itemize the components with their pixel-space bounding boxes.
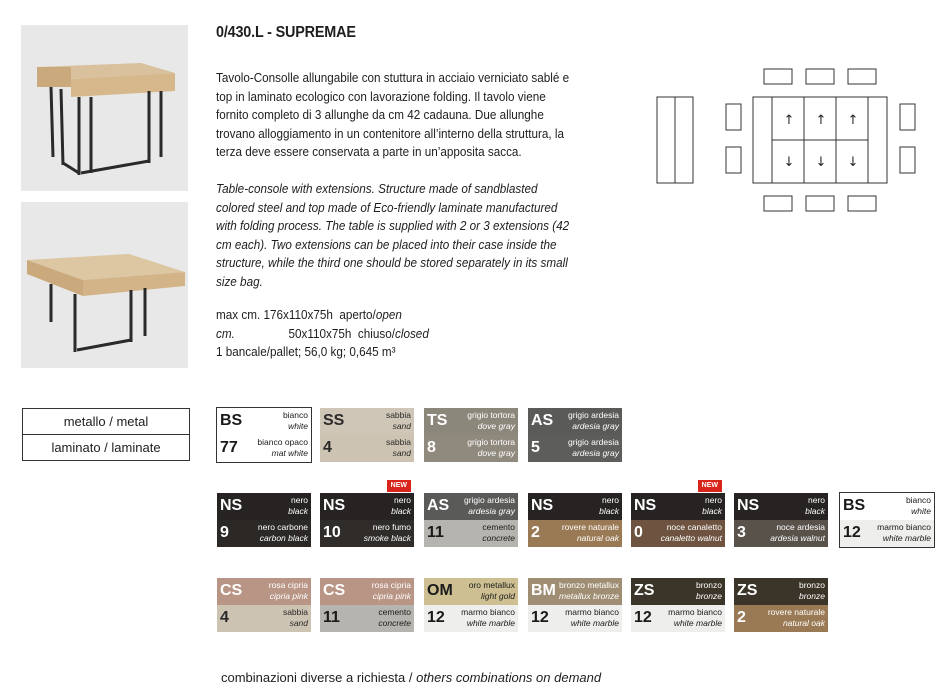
finish-code: OM xyxy=(427,582,453,599)
new-badge: NEW xyxy=(698,480,722,492)
arrow-up-icon: ↑ xyxy=(847,113,859,128)
legend-laminate: laminato / laminate xyxy=(51,440,161,455)
finish-swatch[interactable] xyxy=(840,493,934,547)
material-legend xyxy=(22,408,190,461)
finish-name: noce canaletto canaletto walnut xyxy=(660,522,722,543)
laminate-finish xyxy=(734,605,828,632)
finish-code: 4 xyxy=(323,439,332,456)
chair-icon xyxy=(764,69,792,84)
metal-finish xyxy=(631,493,725,521)
chair-icon xyxy=(806,196,834,211)
laminate-finish xyxy=(840,520,934,547)
finish-swatch[interactable] xyxy=(528,578,622,632)
finish-name: noce ardesia ardesia walnut xyxy=(770,522,825,543)
finish-code: TS xyxy=(427,412,448,429)
finish-code: 8 xyxy=(427,439,436,456)
finish-code: 0 xyxy=(634,524,643,541)
finish-code: 11 xyxy=(323,609,340,626)
finish-code: CS xyxy=(220,582,243,599)
chair-icon xyxy=(900,147,915,173)
finish-swatch[interactable] xyxy=(217,578,311,632)
chair-icon xyxy=(848,196,876,211)
product-title: 0/430.L - SUPREMAE xyxy=(216,24,356,41)
finish-code: NS xyxy=(634,497,657,514)
finish-name: cemento concrete xyxy=(482,522,515,543)
finish-name: rosa cipria cipria pink xyxy=(371,580,411,601)
arrow-up-icon: ↑ xyxy=(815,113,827,128)
arrow-down-icon: ↓ xyxy=(815,155,827,170)
chair-icon xyxy=(726,104,741,130)
finish-name: nero black xyxy=(391,495,411,516)
finish-name: rovere naturale natural oak xyxy=(561,522,619,543)
metal-finish xyxy=(424,578,518,606)
finish-name: nero black xyxy=(702,495,722,516)
laminate-finish xyxy=(424,605,518,632)
finish-name: bianco white xyxy=(282,410,308,431)
metal-finish xyxy=(320,578,414,606)
metal-finish xyxy=(217,493,311,521)
finish-name: nero carbone carbon black xyxy=(257,522,308,543)
dimensions-block xyxy=(216,306,429,362)
finish-code: 12 xyxy=(427,609,445,626)
metal-finish xyxy=(734,493,828,521)
finish-swatch[interactable] xyxy=(424,493,518,547)
extended-table-illustration xyxy=(21,202,188,368)
finish-name: marmo bianco white marble xyxy=(461,607,515,628)
finish-name: bronzo metallux metallux bronze xyxy=(558,580,619,601)
metal-finish xyxy=(424,408,518,436)
finish-code: 11 xyxy=(427,524,444,541)
finish-code: 10 xyxy=(323,524,341,541)
finish-name: bianco white xyxy=(905,495,931,516)
finish-code: ZS xyxy=(634,582,655,599)
finish-name: bronzo bronze xyxy=(799,580,825,601)
finish-code: BS xyxy=(843,497,866,514)
finish-swatch[interactable] xyxy=(528,408,622,462)
arrow-down-icon: ↓ xyxy=(783,155,795,170)
laminate-finish xyxy=(528,605,622,632)
finish-name: grigio ardesia ardesia gray xyxy=(463,495,515,516)
finish-code: 12 xyxy=(843,524,861,541)
finish-code: ZS xyxy=(737,582,758,599)
finish-code: 9 xyxy=(220,524,229,541)
finish-name: nero fumo smoke black xyxy=(363,522,411,543)
finish-code: CS xyxy=(323,582,346,599)
finish-swatch[interactable] xyxy=(320,482,414,547)
finish-swatch[interactable] xyxy=(320,578,414,632)
extension-diagram xyxy=(650,60,920,220)
laminate-finish xyxy=(631,520,725,547)
finish-name: sabbia sand xyxy=(385,410,411,431)
laminate-finish xyxy=(320,520,414,547)
finish-name: marmo bianco white marble xyxy=(877,522,931,543)
finish-code: 3 xyxy=(737,524,746,541)
description-english: Table-console with extensions. Structure made of sandblasted colored steel and top made of Eco-friendly laminate manufactured with folding process. The table is supplied with 2 or 3 extensions (42 cm each). Two extensions can be placed into their case inside the structure, while the third one should be stored separately in its small size bag. xyxy=(216,181,570,289)
arrow-up-icon: ↑ xyxy=(783,113,795,128)
finish-code: AS xyxy=(427,497,450,514)
footer-note: combinazioni diverse a richiesta / others combinations on demand xyxy=(221,670,602,685)
metal-finish xyxy=(217,408,311,436)
finish-swatch[interactable] xyxy=(424,408,518,462)
finish-name: rosa cipria cipria pink xyxy=(268,580,308,601)
finish-name: grigio ardesia ardesia gray xyxy=(567,437,619,458)
finish-code: 12 xyxy=(531,609,549,626)
laminate-finish xyxy=(217,520,311,547)
finish-swatch[interactable] xyxy=(424,578,518,632)
finish-code: 4 xyxy=(220,609,229,626)
chair-icon xyxy=(900,104,915,130)
laminate-finish xyxy=(528,520,622,547)
metal-finish xyxy=(528,578,622,606)
metal-finish xyxy=(217,578,311,606)
finish-name: rovere naturale natural oak xyxy=(767,607,825,628)
finish-code: 5 xyxy=(531,439,540,456)
finish-name: bronzo bronze xyxy=(696,580,722,601)
laminate-finish xyxy=(217,605,311,632)
metal-finish xyxy=(320,408,414,436)
finish-swatch[interactable] xyxy=(734,578,828,632)
finish-swatch[interactable] xyxy=(320,408,414,462)
laminate-finish xyxy=(424,520,518,547)
finish-name: nero black xyxy=(599,495,619,516)
finish-name: nero black xyxy=(805,495,825,516)
arrow-down-icon: ↓ xyxy=(847,155,859,170)
laminate-finish xyxy=(217,435,311,462)
finish-name: nero black xyxy=(288,495,308,516)
finish-name: sabbia sand xyxy=(282,607,308,628)
finish-name: cemento concrete xyxy=(378,607,411,628)
chair-icon xyxy=(806,69,834,84)
finish-code: BM xyxy=(531,582,556,599)
finish-code: SS xyxy=(323,412,345,429)
finish-name: sabbia sand xyxy=(385,437,411,458)
product-photo-closed xyxy=(21,25,188,191)
finish-name: oro metallux light gold xyxy=(468,580,515,601)
laminate-finish xyxy=(320,435,414,462)
new-badge: NEW xyxy=(387,480,411,492)
chair-icon xyxy=(726,147,741,173)
laminate-finish xyxy=(631,605,725,632)
laminate-finish xyxy=(528,435,622,462)
finish-name: grigio tortora dove gray xyxy=(467,437,515,458)
finish-swatch[interactable] xyxy=(528,493,622,547)
finish-code: 2 xyxy=(737,609,746,626)
finish-code: BS xyxy=(220,412,243,429)
legend-metal: metallo / metal xyxy=(23,409,189,435)
metal-finish xyxy=(528,493,622,521)
finish-swatch[interactable] xyxy=(217,493,311,547)
pallet-info: 1 bancale/pallet; 56,0 kg; 0,645 m³ xyxy=(216,344,396,359)
metal-finish xyxy=(734,578,828,606)
laminate-finish xyxy=(734,520,828,547)
finish-name: grigio tortora dove gray xyxy=(467,410,515,431)
finish-swatch[interactable] xyxy=(631,482,725,547)
finish-code: NS xyxy=(531,497,554,514)
finish-code: 77 xyxy=(220,439,238,456)
finish-swatch[interactable] xyxy=(217,408,311,462)
laminate-finish xyxy=(424,435,518,462)
finish-code: 12 xyxy=(634,609,652,626)
dimension-closed-row: cm. 50x110x75h chiuso/closed xyxy=(216,325,429,341)
metal-finish xyxy=(631,578,725,606)
metal-finish xyxy=(840,493,934,521)
description-italian: Tavolo-Consolle allungabile con stuttura in acciaio verniciato sablé e top in laminato ecologico con lavorazione folding. Il tavolo viene fornito completo di 3 allunghe da cm 42 cadauna. Due allunghe trovano alloggiamento in un contenitore all’interno della struttura, la terza deve essere conservata a parte in un’apposita sacca. xyxy=(216,70,570,159)
finish-code: AS xyxy=(531,412,554,429)
finish-name: grigio ardesia ardesia gray xyxy=(567,410,619,431)
finish-name: marmo bianco white marble xyxy=(668,607,722,628)
metal-finish xyxy=(424,493,518,521)
metal-finish xyxy=(528,408,622,436)
chair-icon xyxy=(764,196,792,211)
finish-name: bianco opaco mat white xyxy=(257,437,308,458)
finish-swatch[interactable] xyxy=(631,578,725,632)
laminate-finish xyxy=(320,605,414,632)
finish-code: NS xyxy=(220,497,243,514)
finish-swatch[interactable] xyxy=(734,493,828,547)
chair-icon xyxy=(848,69,876,84)
console-table-illustration xyxy=(21,25,188,191)
dimension-open-row: max cm. 176x110x75h aperto/open xyxy=(216,307,402,322)
finish-code: NS xyxy=(323,497,346,514)
finish-name: marmo bianco white marble xyxy=(565,607,619,628)
finish-code: NS xyxy=(737,497,760,514)
finish-code: 2 xyxy=(531,524,540,541)
product-photo-open xyxy=(21,202,188,368)
metal-finish xyxy=(320,493,414,521)
